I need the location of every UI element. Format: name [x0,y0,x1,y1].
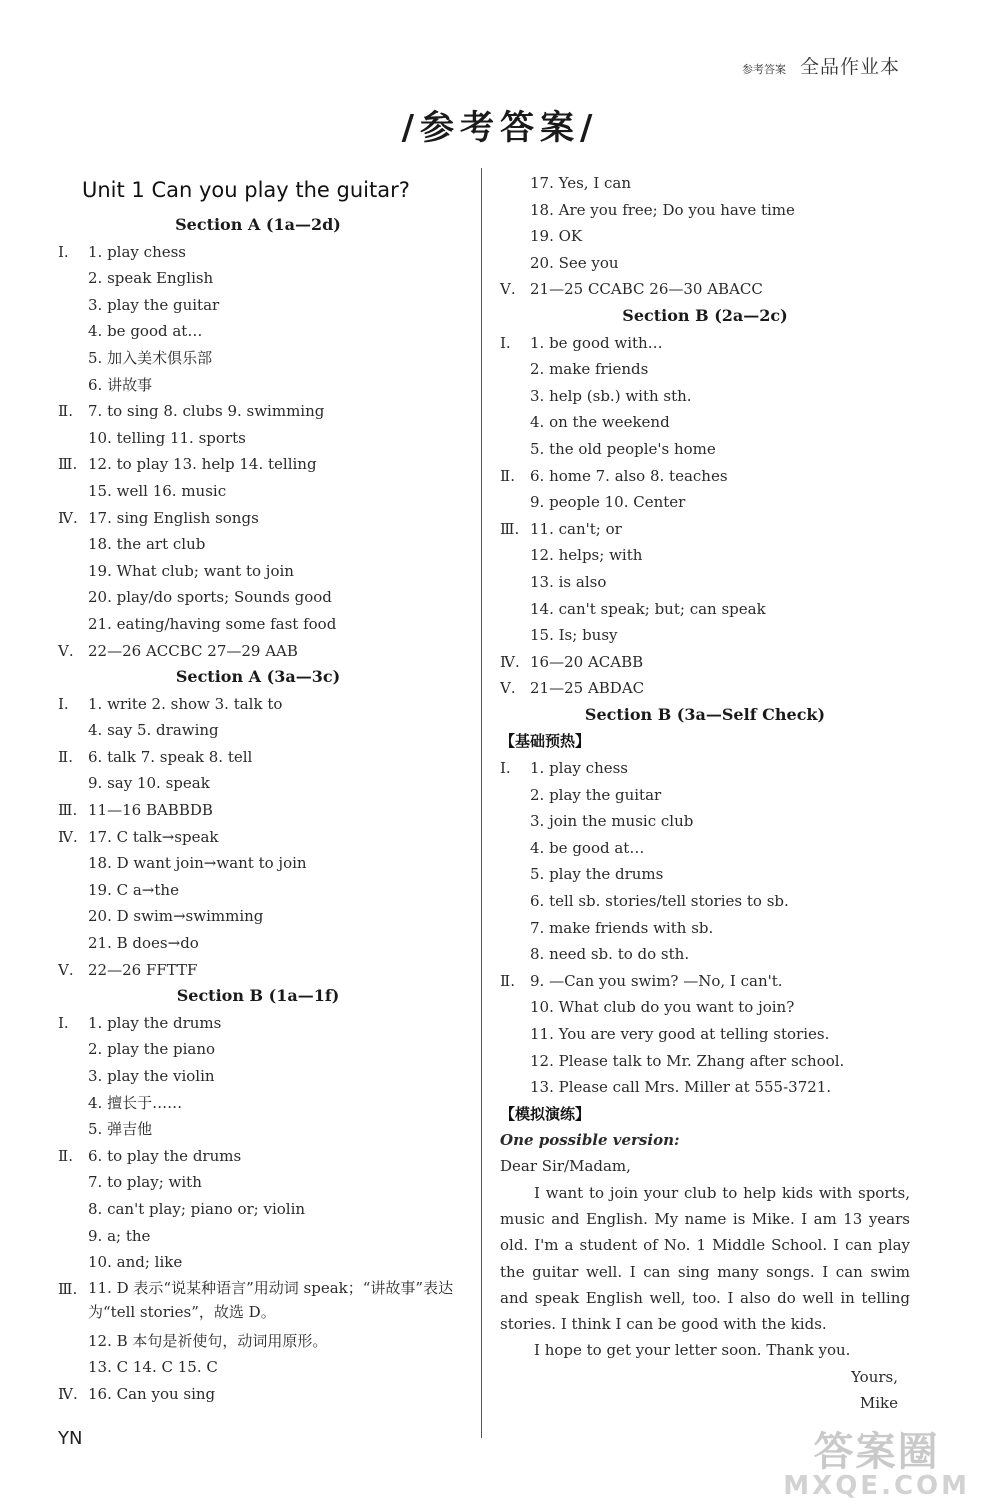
roman-numeral [58,1063,88,1090]
roman-numeral: Ⅱ. [58,402,73,421]
letter-paragraph-2: I hope to get your letter soon. Thank you. [534,1341,851,1360]
roman-numeral [500,197,530,224]
roman-numeral [58,930,88,957]
subsection-label: 【模拟演练】 [500,1104,591,1123]
roman-numeral [58,425,88,452]
answer-text: 8. need sb. to do sth. [530,945,690,964]
roman-numeral [500,861,530,888]
answer-line [58,1063,458,1090]
roman-numeral: Ⅲ. [58,455,78,474]
section-heading: Section A (1a—2d) [175,215,341,234]
roman-numeral [500,1048,530,1075]
answer-text: 4. on the weekend [530,413,670,432]
roman-numeral: Ⅲ. [58,801,78,820]
answer-text: 3. join the music club [530,812,694,831]
answer-line [58,1090,458,1117]
roman-numeral [500,782,530,809]
roman-numeral [500,223,530,250]
roman-numeral [500,436,530,463]
roman-numeral [58,1116,88,1143]
watermark-main: 答案圈 [813,1429,940,1475]
answer-text: 6. to play the drums [88,1146,242,1165]
answer-text: 3. help (sb.) with sth. [530,386,692,405]
answer-text: 11. You are very good at telling stories. [530,1025,830,1043]
answer-text: 15. well 16. music [88,481,227,500]
answer-line [500,808,910,835]
roman-numeral [58,1196,88,1223]
answer-line [500,941,910,968]
roman-numeral [58,478,88,505]
answer-text: 19. What club; want to join [88,561,294,580]
roman-numeral: Ⅳ. [58,827,78,846]
roman-numeral [58,265,88,292]
answer-text: 11. D 表示“说某种语言”用动词 speak；“讲故事”表达为“tell stories”，故选 D。 [88,1278,454,1321]
header-section-label: 参考答案 [741,63,786,76]
answer-line [500,649,910,676]
section-heading: Section B (2a—2c) [622,305,788,325]
roman-numeral [500,250,530,277]
roman-numeral [500,622,530,649]
roman-numeral [500,808,530,835]
answer-line [58,717,458,744]
answer-text: 18. Are you free; Do you have time [530,200,795,219]
answer-line [58,691,458,718]
letter-greeting: Dear Sir/Madam, [500,1157,631,1176]
answer-line [500,888,910,915]
answer-text: 12. Please talk to Mr. Zhang after school. [530,1051,845,1070]
answer-line [500,250,910,277]
answer-text: 9. say 10. speak [88,774,210,793]
answer-text: 4. be good at… [88,322,203,341]
answer-text: 1. be good with… [530,333,663,352]
answer-text: 2. speak English [88,269,214,288]
answer-line [500,276,910,303]
answer-text: 1. write 2. show 3. talk to [88,694,283,713]
answer-line [500,622,910,649]
answer-line [58,1036,458,1063]
answer-text: 11. can't; or [530,519,622,538]
answer-line [500,436,910,463]
answer-line [500,835,910,862]
answer-line [500,409,910,436]
roman-numeral [500,489,530,516]
section-heading: Section B (3a—Self Check) [584,704,826,724]
answer-line [58,1196,458,1223]
right-answer-list [500,170,910,1127]
left-column [58,170,458,1408]
answer-text: 11—16 BABBDB [88,801,213,820]
answer-line [500,782,910,809]
answer-line [500,223,910,250]
answer-line [58,797,458,824]
section-heading: Section A (3a—3c) [175,667,341,687]
answer-line [58,903,458,930]
answer-text: 9. a; the [88,1226,151,1245]
answer-text: 2. play the guitar [530,785,662,804]
answer-text: 8. can't play; piano or; violin [88,1199,306,1218]
roman-numeral [500,596,530,623]
answer-text: 16—20 ACABB [530,652,644,671]
roman-numeral: Ⅰ. [500,333,511,352]
column-divider [481,168,482,1438]
answer-line [500,1074,910,1101]
roman-numeral [500,994,530,1021]
answer-line [58,1328,458,1355]
answer-line [58,638,458,665]
answer-text: 19. OK [530,227,583,246]
answer-text: 7. make friends with sb. [530,918,714,937]
answer-line [500,861,910,888]
roman-numeral [58,611,88,638]
watermark-logo [783,1420,970,1501]
answer-line [58,239,458,266]
answer-line [58,770,458,797]
answer-line [58,877,458,904]
roman-numeral [58,1036,88,1063]
answer-line [58,1223,458,1250]
answer-line [58,930,458,957]
answer-line [58,744,458,771]
roman-numeral [500,170,530,197]
page-header [742,52,900,79]
letter-paragraph-1: I want to join your club to help kids with sports, music and English. My name is Mike. I am 13 years old. I'm a student of No. 1 Middle School. I can play the guitar well. I can sing many songs. I can swim and speak English well, too. I also do well in telling stories. I think I can be good with the kids. [500,1183,910,1334]
answer-line [58,531,458,558]
answer-text: 21—25 ABDAC [530,679,645,698]
roman-numeral [500,888,530,915]
unit-title: Unit 1 Can you play the guitar? [82,178,410,202]
answer-text: 2. make friends [530,360,649,379]
answer-text: 6. tell sb. stories/tell stories to sb. [530,892,789,911]
answer-text: 10. telling 11. sports [88,428,246,447]
answer-line [500,596,910,623]
answer-line [500,170,910,197]
subsection-label: 【基础预热】 [500,732,591,751]
letter-version-label: One possible version: [500,1131,680,1150]
answer-text: 1. play chess [530,759,628,778]
answer-line [500,994,910,1021]
roman-numeral: Ⅰ. [58,242,69,261]
answer-text: 10. and; like [88,1253,183,1272]
answer-text: 18. D want join→want to join [88,854,307,873]
letter-closing: Yours, [851,1367,898,1386]
roman-numeral [500,835,530,862]
roman-numeral [500,356,530,383]
answer-line [58,1010,458,1037]
answer-text: 4. be good at… [530,838,645,857]
answer-text: 2. play the piano [88,1040,216,1059]
answer-text: 13. C 14. C 15. C [88,1358,218,1377]
answer-line [500,356,910,383]
roman-numeral [500,409,530,436]
answer-line [500,489,910,516]
roman-numeral [58,1090,88,1117]
answer-text: 21. B does→do [88,934,199,953]
answer-line [500,463,910,490]
roman-numeral [58,584,88,611]
answer-line [58,265,458,292]
roman-numeral: Ⅴ. [58,960,74,979]
roman-numeral: Ⅱ. [58,1146,73,1165]
roman-numeral [500,569,530,596]
roman-numeral [500,915,530,942]
answer-text: 19. C a→the [88,880,179,899]
answer-text: 12. B 本句是祈使句，动词用原形。 [88,1331,328,1350]
answer-text: 20. See you [530,253,619,272]
roman-numeral [58,1354,88,1381]
roman-numeral [500,383,530,410]
answer-text: 5. the old people's home [530,439,716,458]
answer-text: 5. 加入美术俱乐部 [88,348,213,367]
answer-line [500,915,910,942]
answer-line [58,1143,458,1170]
answer-text: 15. Is; busy [530,626,618,645]
answer-line [58,1354,458,1381]
answer-line [58,1249,458,1276]
answer-line [58,611,458,638]
answer-text: 12. to play 13. help 14. telling [88,455,317,474]
answer-text: 20. play/do sports; Sounds good [88,588,332,607]
roman-numeral [500,1021,530,1048]
answer-line [58,1116,458,1143]
answer-line [58,425,458,452]
left-answer-list [58,212,458,1408]
roman-numeral: Ⅲ. [58,1279,78,1298]
answer-line [58,478,458,505]
answer-line [58,957,458,984]
roman-numeral: Ⅴ. [500,280,516,299]
roman-numeral: Ⅲ. [500,519,520,538]
roman-numeral: Ⅰ. [500,759,511,778]
roman-numeral [500,941,530,968]
header-book-title: 全品作业本 [799,56,900,78]
answer-line [58,292,458,319]
answer-line [500,197,910,224]
answer-line [58,372,458,399]
answer-text: 3. play the violin [88,1067,215,1085]
roman-numeral [58,850,88,877]
roman-numeral [58,318,88,345]
roman-numeral [58,1249,88,1276]
answer-text: 13. is also [530,572,607,591]
answer-line [58,1276,458,1328]
answer-text: 5. 弹吉他 [88,1120,153,1139]
answer-line [500,968,910,995]
roman-numeral [58,717,88,744]
answer-text: 1. play chess [88,242,186,261]
roman-numeral [58,1328,88,1355]
answer-text: 9. people 10. Center [530,493,686,512]
footer-code: YN [58,1428,83,1449]
answer-text: 16. Can you sing [88,1384,216,1403]
answer-line [58,584,458,611]
roman-numeral [58,1169,88,1196]
answer-text: 7. to play; with [88,1173,202,1192]
page-title: /参考答案/ [401,108,599,148]
roman-numeral [58,292,88,319]
answer-line [58,1169,458,1196]
answer-text: 5. play the drums [530,865,664,884]
answer-line [500,542,910,569]
answer-text: 22—26 FFTTF [88,960,198,979]
roman-numeral [500,542,530,569]
answer-text: 17. C talk→speak [88,827,219,846]
answer-text: 21—25 CCABC 26—30 ABACC [530,280,763,299]
right-column [500,170,910,1416]
answer-text: 4. say 5. drawing [88,721,219,740]
answer-line [500,1048,910,1075]
answer-text: 20. D swim→swimming [88,907,264,926]
roman-numeral [58,531,88,558]
roman-numeral [58,877,88,904]
roman-numeral [58,558,88,585]
roman-numeral [58,345,88,372]
answer-line [500,516,910,543]
answer-text: 3. play the guitar [88,295,220,314]
answer-text: 10. What club do you want to join? [530,998,795,1017]
answer-line [58,451,458,478]
answer-line [58,345,458,372]
sample-letter [500,1127,910,1416]
answer-text: 13. Please call Mrs. Miller at 555-3721. [530,1078,832,1097]
answer-line [58,505,458,532]
roman-numeral [58,372,88,399]
roman-numeral: Ⅳ. [58,508,78,527]
answer-line [58,398,458,425]
answer-text: 4. 擅长于…… [88,1093,183,1112]
roman-numeral [58,1223,88,1250]
answer-text: 1. play the drums [88,1013,222,1032]
answer-text: 17. Yes, I can [530,174,632,192]
roman-numeral: Ⅴ. [58,641,74,660]
roman-numeral: Ⅴ. [500,679,516,698]
roman-numeral: Ⅱ. [500,971,515,990]
roman-numeral [58,903,88,930]
answer-text: 18. the art club [88,535,206,554]
answer-line [58,850,458,877]
answer-line [58,1381,458,1408]
answer-line [500,1021,910,1048]
answer-line [58,824,458,851]
roman-numeral: Ⅰ. [58,1013,69,1032]
answer-line [58,318,458,345]
answer-text: 14. can't speak; but; can speak [530,599,766,618]
roman-numeral: Ⅳ. [500,652,520,671]
answer-text: 7. to sing 8. clubs 9. swimming [88,402,325,421]
answer-text: 17. sing English songs [88,508,259,527]
answer-line [500,383,910,410]
answer-text: 6. 讲故事 [88,375,153,394]
answer-line [500,755,910,782]
roman-numeral [58,770,88,797]
answer-line [500,675,910,702]
letter-signature: Mike [859,1394,898,1413]
answer-text: 6. talk 7. speak 8. tell [88,747,253,766]
roman-numeral: Ⅱ. [58,747,73,766]
answer-text: 21. eating/having some fast food [88,614,337,633]
roman-numeral: Ⅱ. [500,466,515,485]
answer-text: 22—26 ACCBC 27—29 AAB [88,641,298,660]
answer-line [500,569,910,596]
watermark-sub: MXQE.COM [783,1471,970,1501]
answer-text: 9. —Can you swim? —No, I can't. [530,971,783,990]
answer-line [58,558,458,585]
roman-numeral: Ⅰ. [58,694,69,713]
answer-text: 6. home 7. also 8. teaches [530,466,728,485]
answer-line [500,330,910,357]
answer-text: 12. helps; with [530,546,643,565]
roman-numeral [500,1074,530,1101]
section-heading: Section B (1a—1f) [176,986,340,1006]
roman-numeral: Ⅳ. [58,1384,78,1403]
